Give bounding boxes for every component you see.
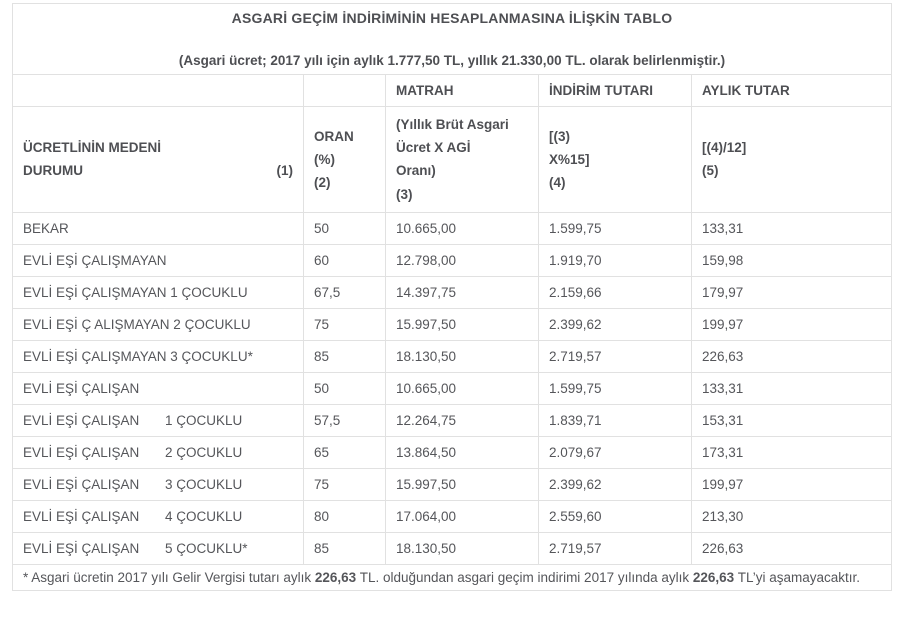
table-row: [13, 532, 892, 564]
cell-cocuk: 3 ÇOCUKLU: [165, 476, 243, 492]
cell-cocuk: 2 ÇOCUKLU: [165, 444, 243, 460]
cell-matrah: 18.130,50: [386, 532, 539, 564]
cell-oran: 65: [304, 436, 386, 468]
cell-oran: 75: [304, 468, 386, 500]
cell-oran: 50: [304, 372, 386, 404]
title-row: [13, 4, 892, 75]
cell-indirim: 2.719,57: [539, 532, 692, 564]
cell-aylik: 133,31: [692, 372, 892, 404]
cell-oran: 75: [304, 308, 386, 340]
cell-indirim: 2.159,66: [539, 276, 692, 308]
table-row: [13, 372, 892, 404]
cell-aylik: 199,97: [692, 468, 892, 500]
cell-matrah: 10.665,00: [386, 212, 539, 244]
page-title: ASGARİ GEÇİM İNDİRİMİNİN HESAPLANMASINA İLİŞKİN TABLO: [231, 10, 673, 26]
cell-oran: 57,5: [304, 404, 386, 436]
agi-table-container: [12, 3, 892, 591]
group-header-aylik-tutar: AYLIK TUTAR: [692, 75, 892, 107]
medeni-durum-line1: ÜCRETLİNİN MEDENİ: [23, 140, 161, 156]
cell-oran: 85: [304, 340, 386, 372]
table-row: [13, 244, 892, 276]
cell-matrah: 10.665,00: [386, 372, 539, 404]
cell-indirim: 1.599,75: [539, 372, 692, 404]
column-header-matrah-formula: (Yıllık Brüt Asgari Ücret X AGİ Oranı) (3): [386, 107, 539, 213]
cell-durum: EVLİ EŞİ ÇALIŞAN 1 ÇOCUKLU: [13, 404, 304, 436]
cell-durum: EVLİ EŞİ ÇALIŞMAYAN 3 ÇOCUKLU*: [13, 340, 304, 372]
column-header-medeni-durum: [13, 107, 304, 213]
cell-aylik: 199,97: [692, 308, 892, 340]
cell-matrah: 15.997,50: [386, 468, 539, 500]
table-row: [13, 276, 892, 308]
group-header-matrah: MATRAH: [386, 75, 539, 107]
agi-calculation-table: [12, 3, 892, 591]
cell-matrah: 15.997,50: [386, 308, 539, 340]
medeni-durum-colnum: (1): [276, 163, 293, 179]
footnote-bold-amount: 226,63: [692, 569, 735, 585]
cell-aylik: 173,31: [692, 436, 892, 468]
cell-indirim: 2.399,62: [539, 308, 692, 340]
table-row: [13, 340, 892, 372]
cell-oran: 67,5: [304, 276, 386, 308]
cell-matrah: 13.864,50: [386, 436, 539, 468]
cell-cocuk: 4 ÇOCUKLU: [165, 508, 243, 524]
cell-indirim: 2.559,60: [539, 500, 692, 532]
cell-indirim: 2.079,67: [539, 436, 692, 468]
group-header-empty-2: [304, 75, 386, 107]
cell-aylik: 153,31: [692, 404, 892, 436]
cell-durum: EVLİ EŞİ ÇALIŞAN 5 ÇOCUKLU*: [13, 532, 304, 564]
cell-aylik: 159,98: [692, 244, 892, 276]
table-row: [13, 468, 892, 500]
cell-aylik: 226,63: [692, 532, 892, 564]
footnote-bold-amount: 226,63: [314, 569, 357, 585]
page-subtitle: (Asgari ücret; 2017 yılı için aylık 1.777,50 TL, yıllık 21.330,00 TL. olarak belirlenmiştir.): [178, 53, 726, 68]
column-header-aylik-formula: [(4)/12] (5): [692, 107, 892, 213]
column-header-oran: ORAN (%) (2): [304, 107, 386, 213]
cell-matrah: 18.130,50: [386, 340, 539, 372]
cell-matrah: 12.798,00: [386, 244, 539, 276]
cell-durum: EVLİ EŞİ ÇALIŞAN 4 ÇOCUKLU: [13, 500, 304, 532]
medeni-durum-line2: DURUMU: [23, 163, 83, 179]
cell-indirim: 1.919,70: [539, 244, 692, 276]
cell-matrah: 12.264,75: [386, 404, 539, 436]
cell-oran: 60: [304, 244, 386, 276]
table-row: [13, 212, 892, 244]
cell-durum: EVLİ EŞİ ÇALIŞAN: [13, 372, 304, 404]
table-row: [13, 500, 892, 532]
cell-oran: 50: [304, 212, 386, 244]
cell-oran: 85: [304, 532, 386, 564]
table-row: [13, 308, 892, 340]
title-cell: [13, 4, 892, 75]
cell-durum: EVLİ EŞİ Ç ALIŞMAYAN 2 ÇOCUKLU: [13, 308, 304, 340]
cell-matrah: 14.397,75: [386, 276, 539, 308]
cell-durum: EVLİ EŞİ ÇALIŞMAYAN: [13, 244, 304, 276]
cell-indirim: 1.599,75: [539, 212, 692, 244]
cell-cocuk: 1 ÇOCUKLU: [165, 412, 243, 428]
group-header-empty-1: [13, 75, 304, 107]
cell-aylik: 179,97: [692, 276, 892, 308]
cell-aylik: 133,31: [692, 212, 892, 244]
table-row: [13, 436, 892, 468]
cell-indirim: 2.399,62: [539, 468, 692, 500]
cell-oran: 80: [304, 500, 386, 532]
cell-matrah: 17.064,00: [386, 500, 539, 532]
cell-indirim: 1.839,71: [539, 404, 692, 436]
cell-durum: EVLİ EŞİ ÇALIŞAN 3 ÇOCUKLU: [13, 468, 304, 500]
cell-indirim: 2.719,57: [539, 340, 692, 372]
cell-cocuk: 5 ÇOCUKLU*: [165, 540, 248, 556]
footnote-row: [13, 564, 892, 590]
cell-durum: BEKAR: [13, 212, 304, 244]
table-row: [13, 404, 892, 436]
column-header-row: [13, 107, 892, 213]
footnote: * Asgari ücretin 2017 yılı Gelir Vergisi tutarı aylık 226,63 TL. olduğundan asgari geçim indirimi 2017 yılında aylık 226,63 TL’yi aşamayacaktır.: [13, 564, 892, 590]
cell-aylik: 226,63: [692, 340, 892, 372]
cell-aylik: 213,30: [692, 500, 892, 532]
cell-durum: EVLİ EŞİ ÇALIŞAN 2 ÇOCUKLU: [13, 436, 304, 468]
column-header-indirim-formula: [(3) X%15] (4): [539, 107, 692, 213]
group-header-indirim-tutari: İNDİRİM TUTARI: [539, 75, 692, 107]
cell-durum: EVLİ EŞİ ÇALIŞMAYAN 1 ÇOCUKLU: [13, 276, 304, 308]
group-header-row: [13, 75, 892, 107]
